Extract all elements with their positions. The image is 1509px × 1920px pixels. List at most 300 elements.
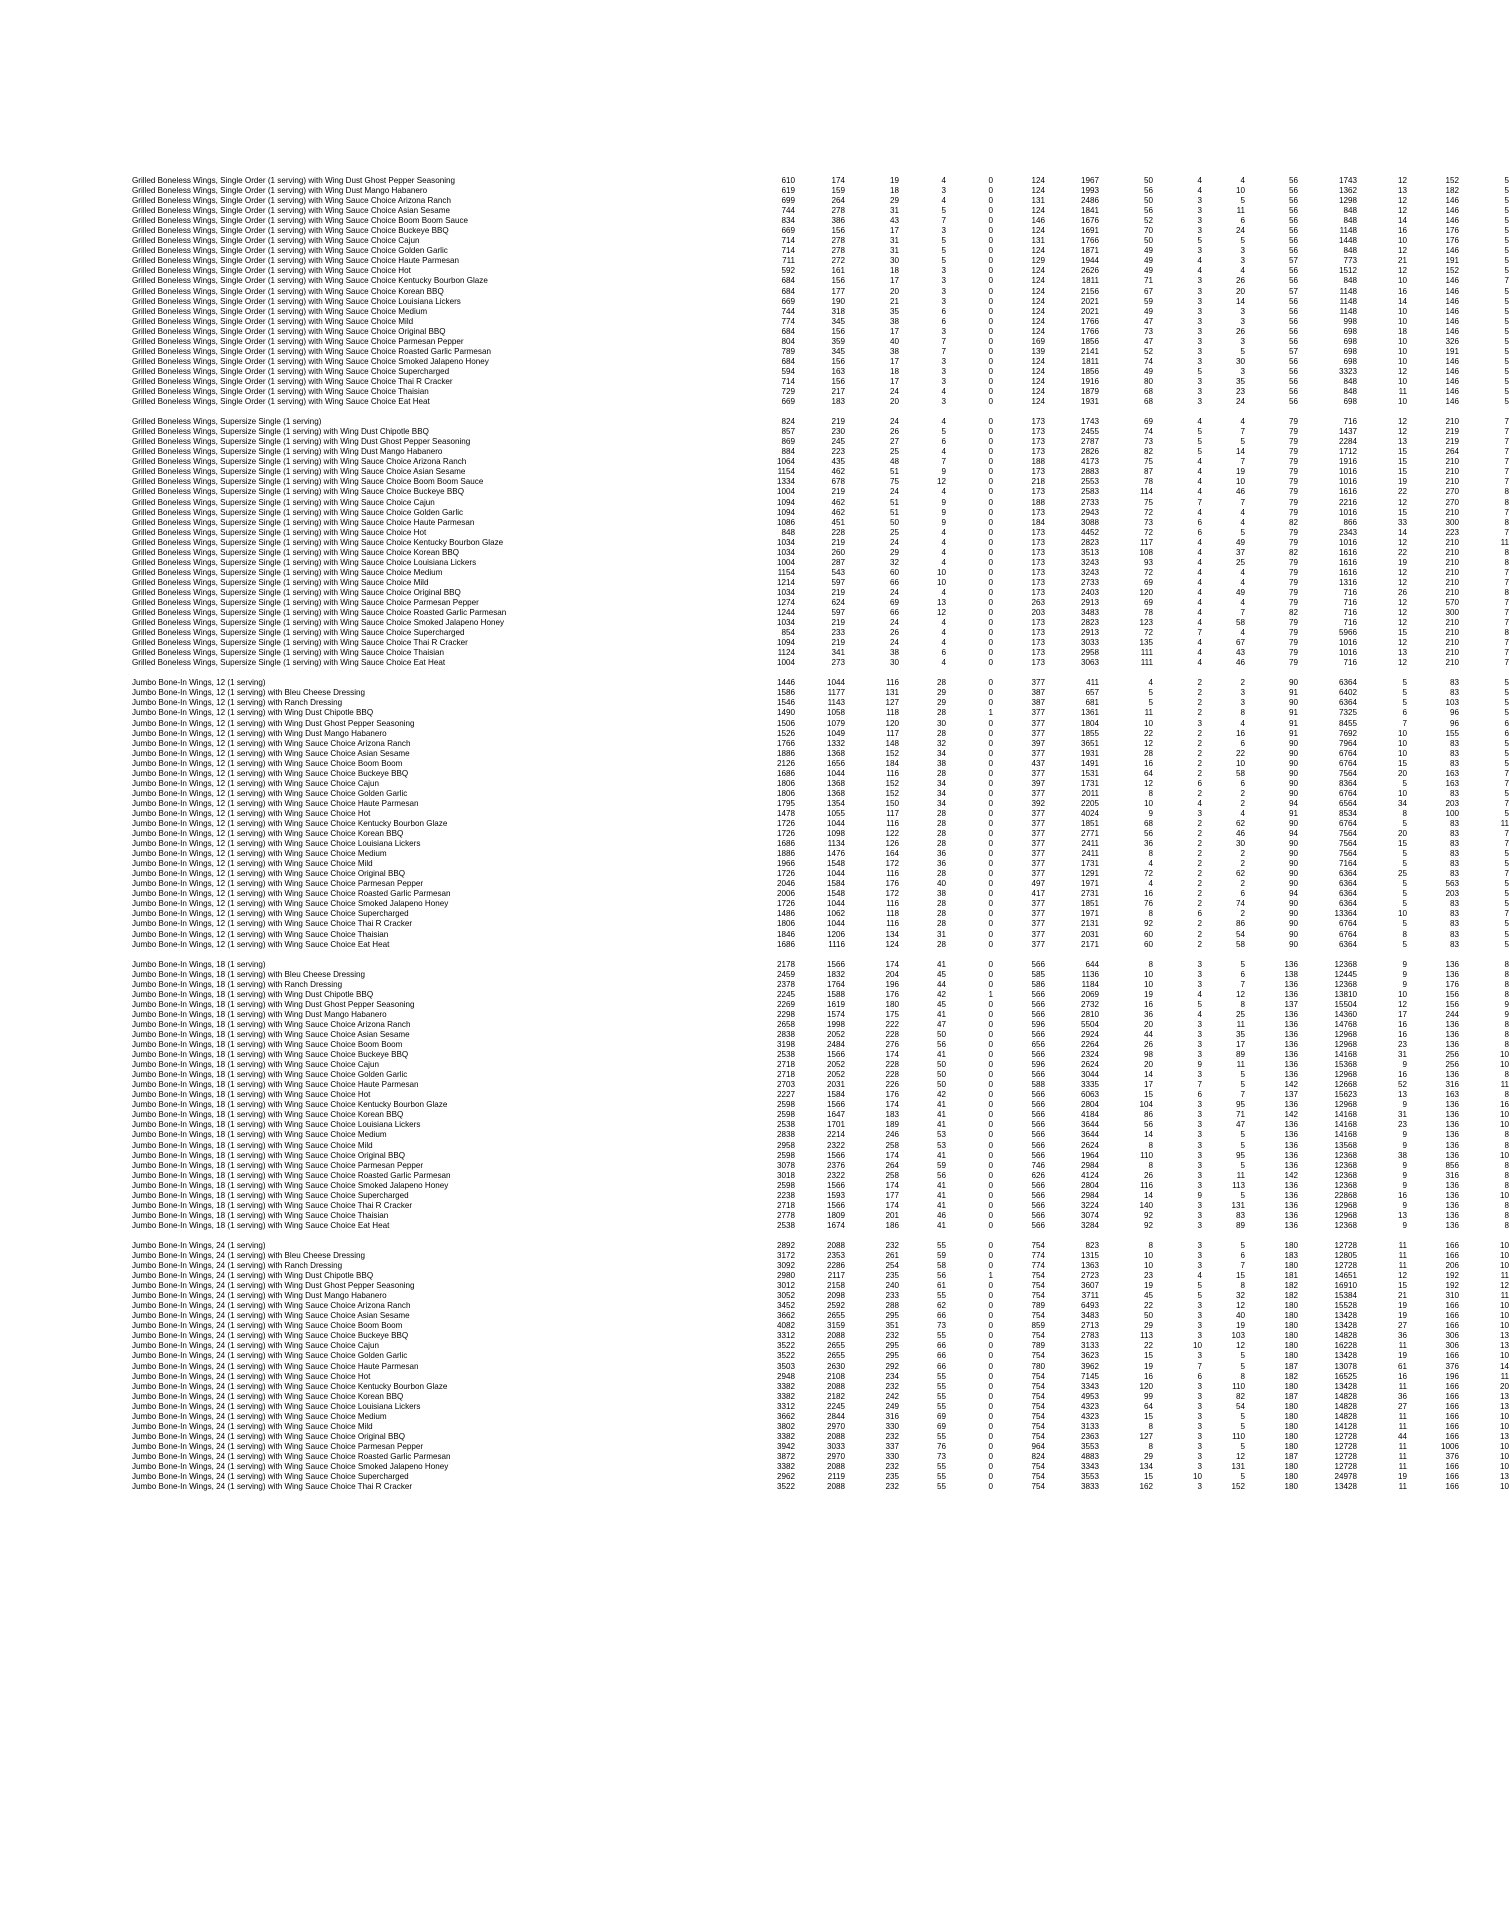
- value-cell: 175: [885, 1009, 899, 1019]
- value-cell: 698: [1343, 356, 1357, 366]
- value-cell: 103: [1231, 1331, 1245, 1341]
- value-cell: 3: [1197, 718, 1202, 728]
- value-cell: 235: [885, 1271, 899, 1281]
- value-cell: 0: [988, 1361, 993, 1371]
- value-cell: 163: [831, 366, 845, 376]
- value-cell: 2984: [1080, 1160, 1099, 1170]
- item-name-cell: Grilled Boneless Wings, Single Order (1 serving) with Wing Sauce Choice Kentucky Bourbon Glaze: [132, 276, 488, 286]
- value-cell: 4: [941, 537, 946, 547]
- value-cell: 4883: [1080, 1451, 1099, 1461]
- value-cell: 113: [1232, 1180, 1245, 1190]
- value-cell: 58: [936, 1261, 946, 1271]
- value-cell: 2245: [826, 1401, 845, 1411]
- value-cell: 7: [1504, 798, 1509, 808]
- value-cell: 136: [1284, 1029, 1298, 1039]
- value-cell: 12368: [1334, 1160, 1357, 1170]
- value-cell: 8: [1148, 1160, 1153, 1170]
- value-cell: 56: [1288, 216, 1298, 226]
- value-cell: 0: [988, 457, 993, 467]
- table-row: [132, 1170, 1509, 1181]
- value-cell: 31: [889, 246, 899, 256]
- table-row: [132, 608, 1509, 618]
- value-cell: 3: [1197, 1482, 1202, 1492]
- value-cell: 5: [1240, 1190, 1245, 1200]
- value-cell: 746: [1031, 1160, 1045, 1170]
- table-row: [132, 266, 1509, 276]
- value-cell: 1244: [776, 608, 795, 618]
- value-cell: 12: [1397, 597, 1407, 607]
- value-cell: 19: [1143, 1361, 1153, 1371]
- value-cell: 1593: [826, 1190, 845, 1200]
- value-cell: 3: [1197, 1351, 1202, 1361]
- value-cell: 44: [936, 979, 946, 989]
- value-cell: 79: [1288, 567, 1298, 577]
- value-cell: 5: [1197, 1281, 1202, 1291]
- value-cell: 56: [1288, 366, 1298, 376]
- value-cell: 22: [1143, 1341, 1153, 1351]
- value-cell: 3: [1197, 1130, 1202, 1140]
- value-cell: 23: [1397, 1040, 1407, 1050]
- table-row: [132, 1391, 1509, 1402]
- value-cell: 2088: [826, 1331, 845, 1341]
- value-cell: 12: [1397, 537, 1407, 547]
- value-cell: 2: [1197, 768, 1202, 778]
- value-cell: 32: [936, 738, 946, 748]
- value-cell: 13: [1499, 1391, 1509, 1401]
- value-cell: 22: [1143, 1301, 1153, 1311]
- table-row: [132, 798, 1509, 809]
- value-cell: 219: [1445, 427, 1459, 437]
- item-name-cell: Jumbo Bone-In Wings, 12 (1 serving) with Wing Sauce Choice Buckeye BBQ: [132, 768, 409, 778]
- value-cell: 146: [1445, 316, 1459, 326]
- value-cell: 3553: [1080, 1441, 1099, 1451]
- value-cell: 28: [936, 829, 946, 839]
- value-cell: 2553: [1080, 477, 1099, 487]
- value-cell: 12: [1499, 1281, 1509, 1291]
- value-cell: 270: [1445, 497, 1459, 507]
- value-cell: 35: [1235, 1029, 1245, 1039]
- value-cell: 136: [1445, 1120, 1459, 1130]
- value-cell: 2943: [1080, 507, 1099, 517]
- value-cell: 754: [1031, 1311, 1045, 1321]
- item-name-cell: Grilled Boneless Wings, Supersize Single (1 serving) with Wing Sauce Choice Parmesan Pepper: [132, 597, 479, 607]
- value-cell: 4: [1240, 266, 1245, 276]
- value-cell: 1004: [776, 658, 795, 668]
- value-cell: 6364: [1338, 879, 1357, 889]
- value-cell: 226: [885, 1080, 899, 1090]
- value-cell: 53: [936, 1130, 946, 1140]
- value-cell: 2108: [826, 1371, 845, 1381]
- value-cell: 3644: [1080, 1120, 1099, 1130]
- value-cell: 0: [988, 1060, 993, 1070]
- value-cell: 3: [1197, 1261, 1202, 1271]
- value-cell: 174: [885, 1050, 899, 1060]
- value-cell: 3: [1197, 296, 1202, 306]
- value-cell: 2624: [1080, 1060, 1099, 1070]
- value-cell: 3: [1240, 698, 1245, 708]
- value-cell: 44: [1143, 1029, 1153, 1039]
- value-cell: 8455: [1338, 718, 1357, 728]
- value-cell: 1134: [827, 839, 845, 849]
- item-name-cell: Grilled Boneless Wings, Single Order (1 serving) with Wing Sauce Choice Golden Garlic: [132, 246, 448, 256]
- value-cell: 3088: [1080, 517, 1099, 527]
- value-cell: 0: [988, 798, 993, 808]
- table-row: [132, 447, 1509, 457]
- value-cell: 12968: [1334, 1210, 1357, 1220]
- value-cell: 79: [1288, 527, 1298, 537]
- value-cell: 156: [1445, 989, 1459, 999]
- value-cell: 1616: [1338, 557, 1357, 567]
- item-name-cell: Grilled Boneless Wings, Supersize Single (1 serving) with Wing Sauce Choice Thaisian: [132, 648, 445, 658]
- value-cell: 56: [1288, 266, 1298, 276]
- value-cell: 56: [936, 1170, 946, 1180]
- value-cell: 180: [1284, 1341, 1298, 1351]
- value-cell: 0: [988, 788, 993, 798]
- value-cell: 13428: [1334, 1311, 1357, 1321]
- value-cell: 12: [1235, 1341, 1245, 1351]
- value-cell: 31: [889, 206, 899, 216]
- item-name-cell: Jumbo Bone-In Wings, 18 (1 serving) with Wing Sauce Choice Roasted Garlic Parmesan: [132, 1170, 451, 1180]
- value-cell: 3159: [826, 1321, 845, 1331]
- value-cell: 20: [1397, 829, 1407, 839]
- value-cell: 28: [936, 708, 946, 718]
- value-cell: 5: [1504, 889, 1509, 899]
- value-cell: 0: [988, 1451, 993, 1461]
- value-cell: 124: [885, 939, 899, 949]
- item-name-cell: Jumbo Bone-In Wings, 18 (1 serving) with Wing Sauce Choice Korean BBQ: [132, 1110, 404, 1120]
- value-cell: 124: [1031, 366, 1045, 376]
- value-cell: 41: [936, 1009, 946, 1019]
- item-name-cell: Jumbo Bone-In Wings, 18 (1 serving) with Wing Sauce Choice Kentucky Bourbon Glaze: [132, 1100, 448, 1110]
- value-cell: 29: [1143, 1451, 1153, 1461]
- value-cell: 2353: [826, 1251, 845, 1261]
- value-cell: 2804: [1080, 1180, 1099, 1190]
- value-cell: 9: [1402, 1130, 1407, 1140]
- item-name-cell: Grilled Boneless Wings, Single Order (1 serving) with Wing Sauce Choice Supercharged: [132, 366, 450, 376]
- value-cell: 17: [889, 226, 899, 236]
- value-cell: 377: [1031, 929, 1045, 939]
- value-cell: 1566: [826, 1050, 845, 1060]
- value-cell: 166: [1445, 1311, 1459, 1321]
- value-cell: 462: [831, 467, 845, 477]
- value-cell: 2178: [776, 959, 795, 969]
- value-cell: 20: [1143, 1019, 1153, 1029]
- value-cell: 5: [941, 236, 946, 246]
- value-cell: 8: [1504, 989, 1509, 999]
- value-cell: 28: [936, 728, 946, 738]
- value-cell: 264: [885, 1160, 899, 1170]
- value-cell: 9: [1402, 1170, 1407, 1180]
- value-cell: 7: [1240, 1261, 1245, 1271]
- value-cell: 90: [1288, 939, 1298, 949]
- value-cell: 3: [1197, 1100, 1202, 1110]
- table-row: [132, 397, 1509, 407]
- value-cell: 2098: [826, 1291, 845, 1301]
- value-cell: 79: [1288, 437, 1298, 447]
- value-cell: 136: [1284, 1019, 1298, 1029]
- value-cell: 129: [1031, 256, 1045, 266]
- value-cell: 3312: [776, 1401, 795, 1411]
- value-cell: 295: [885, 1311, 899, 1321]
- value-cell: 1674: [826, 1220, 845, 1230]
- value-cell: 79: [1288, 507, 1298, 517]
- value-cell: 1686: [776, 939, 795, 949]
- value-cell: 223: [1445, 527, 1459, 537]
- value-cell: 83: [1449, 688, 1459, 698]
- value-cell: 180: [1284, 1441, 1298, 1451]
- value-cell: 174: [831, 176, 845, 185]
- value-cell: 180: [1284, 1401, 1298, 1411]
- value-cell: 2731: [1080, 889, 1099, 899]
- value-cell: 223: [831, 447, 845, 457]
- value-cell: 126: [885, 839, 899, 849]
- value-cell: 0: [988, 939, 993, 949]
- value-cell: 7: [1504, 648, 1509, 658]
- item-name-cell: Jumbo Bone-In Wings, 24 (1 serving) with Wing Sauce Choice Parmesan Pepper: [132, 1441, 424, 1451]
- value-cell: 2376: [826, 1160, 845, 1170]
- value-cell: 7: [1504, 638, 1509, 648]
- value-cell: 90: [1288, 919, 1298, 929]
- value-cell: 1886: [776, 748, 795, 758]
- value-cell: 30: [1235, 839, 1245, 849]
- value-cell: 566: [1031, 1029, 1045, 1039]
- value-cell: 2264: [1080, 1040, 1099, 1050]
- table-row: [132, 326, 1509, 337]
- value-cell: 219: [831, 487, 845, 497]
- value-cell: 2598: [776, 1100, 795, 1110]
- value-cell: 210: [1445, 557, 1459, 567]
- value-cell: 173: [1031, 427, 1045, 437]
- value-cell: 23: [1143, 1271, 1153, 1281]
- value-cell: 48: [889, 457, 899, 467]
- value-cell: 7564: [1338, 768, 1357, 778]
- value-cell: 1291: [1080, 869, 1099, 879]
- value-cell: 62: [936, 1301, 946, 1311]
- value-cell: 13: [1397, 437, 1407, 447]
- value-cell: 0: [988, 316, 993, 326]
- value-cell: 4: [1240, 417, 1245, 427]
- value-cell: 5: [941, 256, 946, 266]
- value-cell: 20: [1235, 286, 1245, 296]
- value-cell: 376: [1445, 1451, 1459, 1461]
- value-cell: 26: [1397, 587, 1407, 597]
- value-cell: 25: [889, 527, 899, 537]
- table-row: [132, 216, 1509, 226]
- value-cell: 2778: [776, 1210, 795, 1220]
- value-cell: 90: [1288, 899, 1298, 909]
- item-name-cell: Jumbo Bone-In Wings, 18 (1 serving) with Wing Sauce Choice Cajun: [132, 1060, 379, 1070]
- value-cell: 18: [889, 366, 899, 376]
- item-name-cell: Jumbo Bone-In Wings, 18 (1 serving) with Wing Sauce Choice Golden Garlic: [132, 1070, 408, 1080]
- value-cell: 59: [936, 1160, 946, 1170]
- value-cell: 8: [1504, 1040, 1509, 1050]
- value-cell: 163: [1445, 768, 1459, 778]
- value-cell: 14168: [1334, 1050, 1357, 1060]
- value-cell: 2021: [1080, 296, 1099, 306]
- value-cell: 566: [1031, 1009, 1045, 1019]
- value-cell: 2538: [776, 1120, 795, 1130]
- value-cell: 0: [988, 196, 993, 206]
- value-cell: 142: [1284, 1080, 1298, 1090]
- value-cell: 7: [1504, 618, 1509, 628]
- value-cell: 3483: [1080, 1311, 1099, 1321]
- value-cell: 219: [831, 537, 845, 547]
- value-cell: 57: [1288, 256, 1298, 266]
- value-cell: 2484: [826, 1040, 845, 1050]
- value-cell: 56: [1288, 336, 1298, 346]
- value-cell: 136: [1284, 1040, 1298, 1050]
- table-row: [132, 778, 1509, 789]
- value-cell: 5: [1240, 527, 1245, 537]
- value-cell: 684: [781, 356, 795, 366]
- value-cell: 1362: [1338, 186, 1357, 196]
- item-name-cell: Jumbo Bone-In Wings, 24 (1 serving) with Wing Sauce Choice Asian Sesame: [132, 1311, 410, 1321]
- value-cell: 56: [1288, 276, 1298, 286]
- value-cell: 91: [1288, 728, 1298, 738]
- value-cell: 1044: [826, 768, 845, 778]
- table-row: [132, 376, 1509, 387]
- value-cell: 116: [886, 768, 899, 778]
- value-cell: 16: [1397, 1190, 1407, 1200]
- value-cell: 19: [1397, 1301, 1407, 1311]
- value-cell: 124: [1031, 286, 1045, 296]
- table-row: [132, 437, 1509, 447]
- value-cell: 10: [1499, 1240, 1509, 1250]
- value-cell: 754: [1031, 1351, 1045, 1361]
- value-cell: 228: [885, 1070, 899, 1080]
- value-cell: 32: [889, 557, 899, 567]
- value-cell: 120: [1139, 1381, 1153, 1391]
- value-cell: 0: [988, 1240, 993, 1250]
- value-cell: 3012: [776, 1281, 795, 1291]
- value-cell: 45: [1143, 1291, 1153, 1301]
- value-cell: 23: [1397, 1120, 1407, 1130]
- value-cell: 2655: [826, 1311, 845, 1321]
- value-cell: 73: [1143, 517, 1153, 527]
- value-cell: 146: [1445, 276, 1459, 286]
- value-cell: 2913: [1080, 628, 1099, 638]
- value-cell: 182: [1445, 186, 1459, 196]
- value-cell: 142: [1284, 1170, 1298, 1180]
- value-cell: 15: [1143, 1411, 1153, 1421]
- value-cell: 1916: [1338, 457, 1357, 467]
- value-cell: 116: [886, 869, 899, 879]
- value-cell: 49: [1143, 246, 1153, 256]
- value-cell: 68: [1143, 819, 1153, 828]
- value-cell: 698: [1343, 326, 1357, 336]
- value-cell: 2: [1197, 859, 1202, 869]
- value-cell: 4: [1197, 597, 1202, 607]
- value-cell: 11: [1500, 1080, 1509, 1090]
- item-name-cell: Grilled Boneless Wings, Single Order (1 serving) with Wing Sauce Choice Korean BBQ: [132, 286, 444, 296]
- value-cell: 0: [988, 808, 993, 818]
- value-cell: 1332: [826, 738, 845, 748]
- value-cell: 4: [1197, 176, 1202, 185]
- value-cell: 8: [1504, 1029, 1509, 1039]
- value-cell: 3: [1197, 1431, 1202, 1441]
- value-cell: 0: [988, 216, 993, 226]
- value-cell: 1531: [1080, 768, 1099, 778]
- value-cell: 7: [1504, 427, 1509, 437]
- value-cell: 866: [1343, 517, 1357, 527]
- value-cell: 3: [1197, 276, 1202, 286]
- value-cell: 104: [1139, 1100, 1153, 1110]
- value-cell: 1044: [826, 678, 845, 688]
- item-name-cell: Jumbo Bone-In Wings, 12 (1 serving) with Wing Sauce Choice Haute Parmesan: [132, 798, 419, 808]
- value-cell: 10: [1499, 1482, 1509, 1492]
- value-cell: 0: [988, 417, 993, 427]
- table-row: [132, 1472, 1509, 1482]
- value-cell: 14: [1143, 1130, 1153, 1140]
- value-cell: 56: [1288, 386, 1298, 396]
- value-cell: 0: [988, 1190, 993, 1200]
- value-cell: 7: [1240, 457, 1245, 467]
- value-cell: 2459: [776, 969, 795, 979]
- value-cell: 31: [889, 236, 899, 246]
- value-cell: 176: [885, 879, 899, 889]
- value-cell: 7: [1504, 417, 1509, 427]
- value-cell: 10: [1192, 1341, 1202, 1351]
- value-cell: 754: [1031, 1371, 1045, 1381]
- value-cell: 0: [988, 537, 993, 547]
- value-cell: 94: [1288, 889, 1298, 899]
- value-cell: 82: [1235, 1391, 1245, 1401]
- value-cell: 2583: [1080, 487, 1099, 497]
- table-row: [132, 1341, 1509, 1351]
- value-cell: 173: [1031, 577, 1045, 587]
- value-cell: 6: [1504, 718, 1509, 728]
- value-cell: 114: [1140, 487, 1153, 497]
- value-cell: 173: [1031, 618, 1045, 628]
- value-cell: 10: [1499, 1261, 1509, 1271]
- value-cell: 98: [1143, 1050, 1153, 1060]
- value-cell: 2021: [1080, 306, 1099, 316]
- table-row: [132, 959, 1509, 970]
- value-cell: 4: [1240, 507, 1245, 517]
- value-cell: 56: [1288, 356, 1298, 366]
- value-cell: 34: [936, 748, 946, 758]
- value-cell: 6764: [1338, 929, 1357, 939]
- value-cell: 1016: [1338, 638, 1357, 648]
- value-cell: 140: [1139, 1200, 1153, 1210]
- value-cell: 2598: [776, 1110, 795, 1120]
- value-cell: 4: [941, 447, 946, 457]
- value-cell: 83: [1449, 849, 1459, 859]
- value-cell: 5: [1240, 1351, 1245, 1361]
- value-cell: 773: [1343, 256, 1357, 266]
- value-cell: 11: [1398, 1451, 1407, 1461]
- table-row: [132, 176, 1509, 186]
- value-cell: 16: [1397, 226, 1407, 236]
- table-row: [132, 1050, 1509, 1060]
- value-cell: 6: [1197, 1371, 1202, 1381]
- value-cell: 4: [1197, 567, 1202, 577]
- value-cell: 56: [1288, 226, 1298, 236]
- value-cell: 83: [1449, 738, 1459, 748]
- value-cell: 4: [1197, 658, 1202, 668]
- value-cell: 3018: [776, 1170, 795, 1180]
- value-cell: 12: [1397, 427, 1407, 437]
- value-cell: 40: [936, 879, 946, 889]
- value-cell: 67: [1235, 638, 1245, 648]
- value-cell: 3224: [1080, 1200, 1099, 1210]
- value-cell: 11: [1236, 1170, 1245, 1180]
- value-cell: 2: [1197, 879, 1202, 889]
- value-cell: 2322: [826, 1170, 845, 1180]
- value-cell: 1476: [826, 849, 845, 859]
- value-cell: 657: [1085, 688, 1099, 698]
- value-cell: 3: [1197, 1170, 1202, 1180]
